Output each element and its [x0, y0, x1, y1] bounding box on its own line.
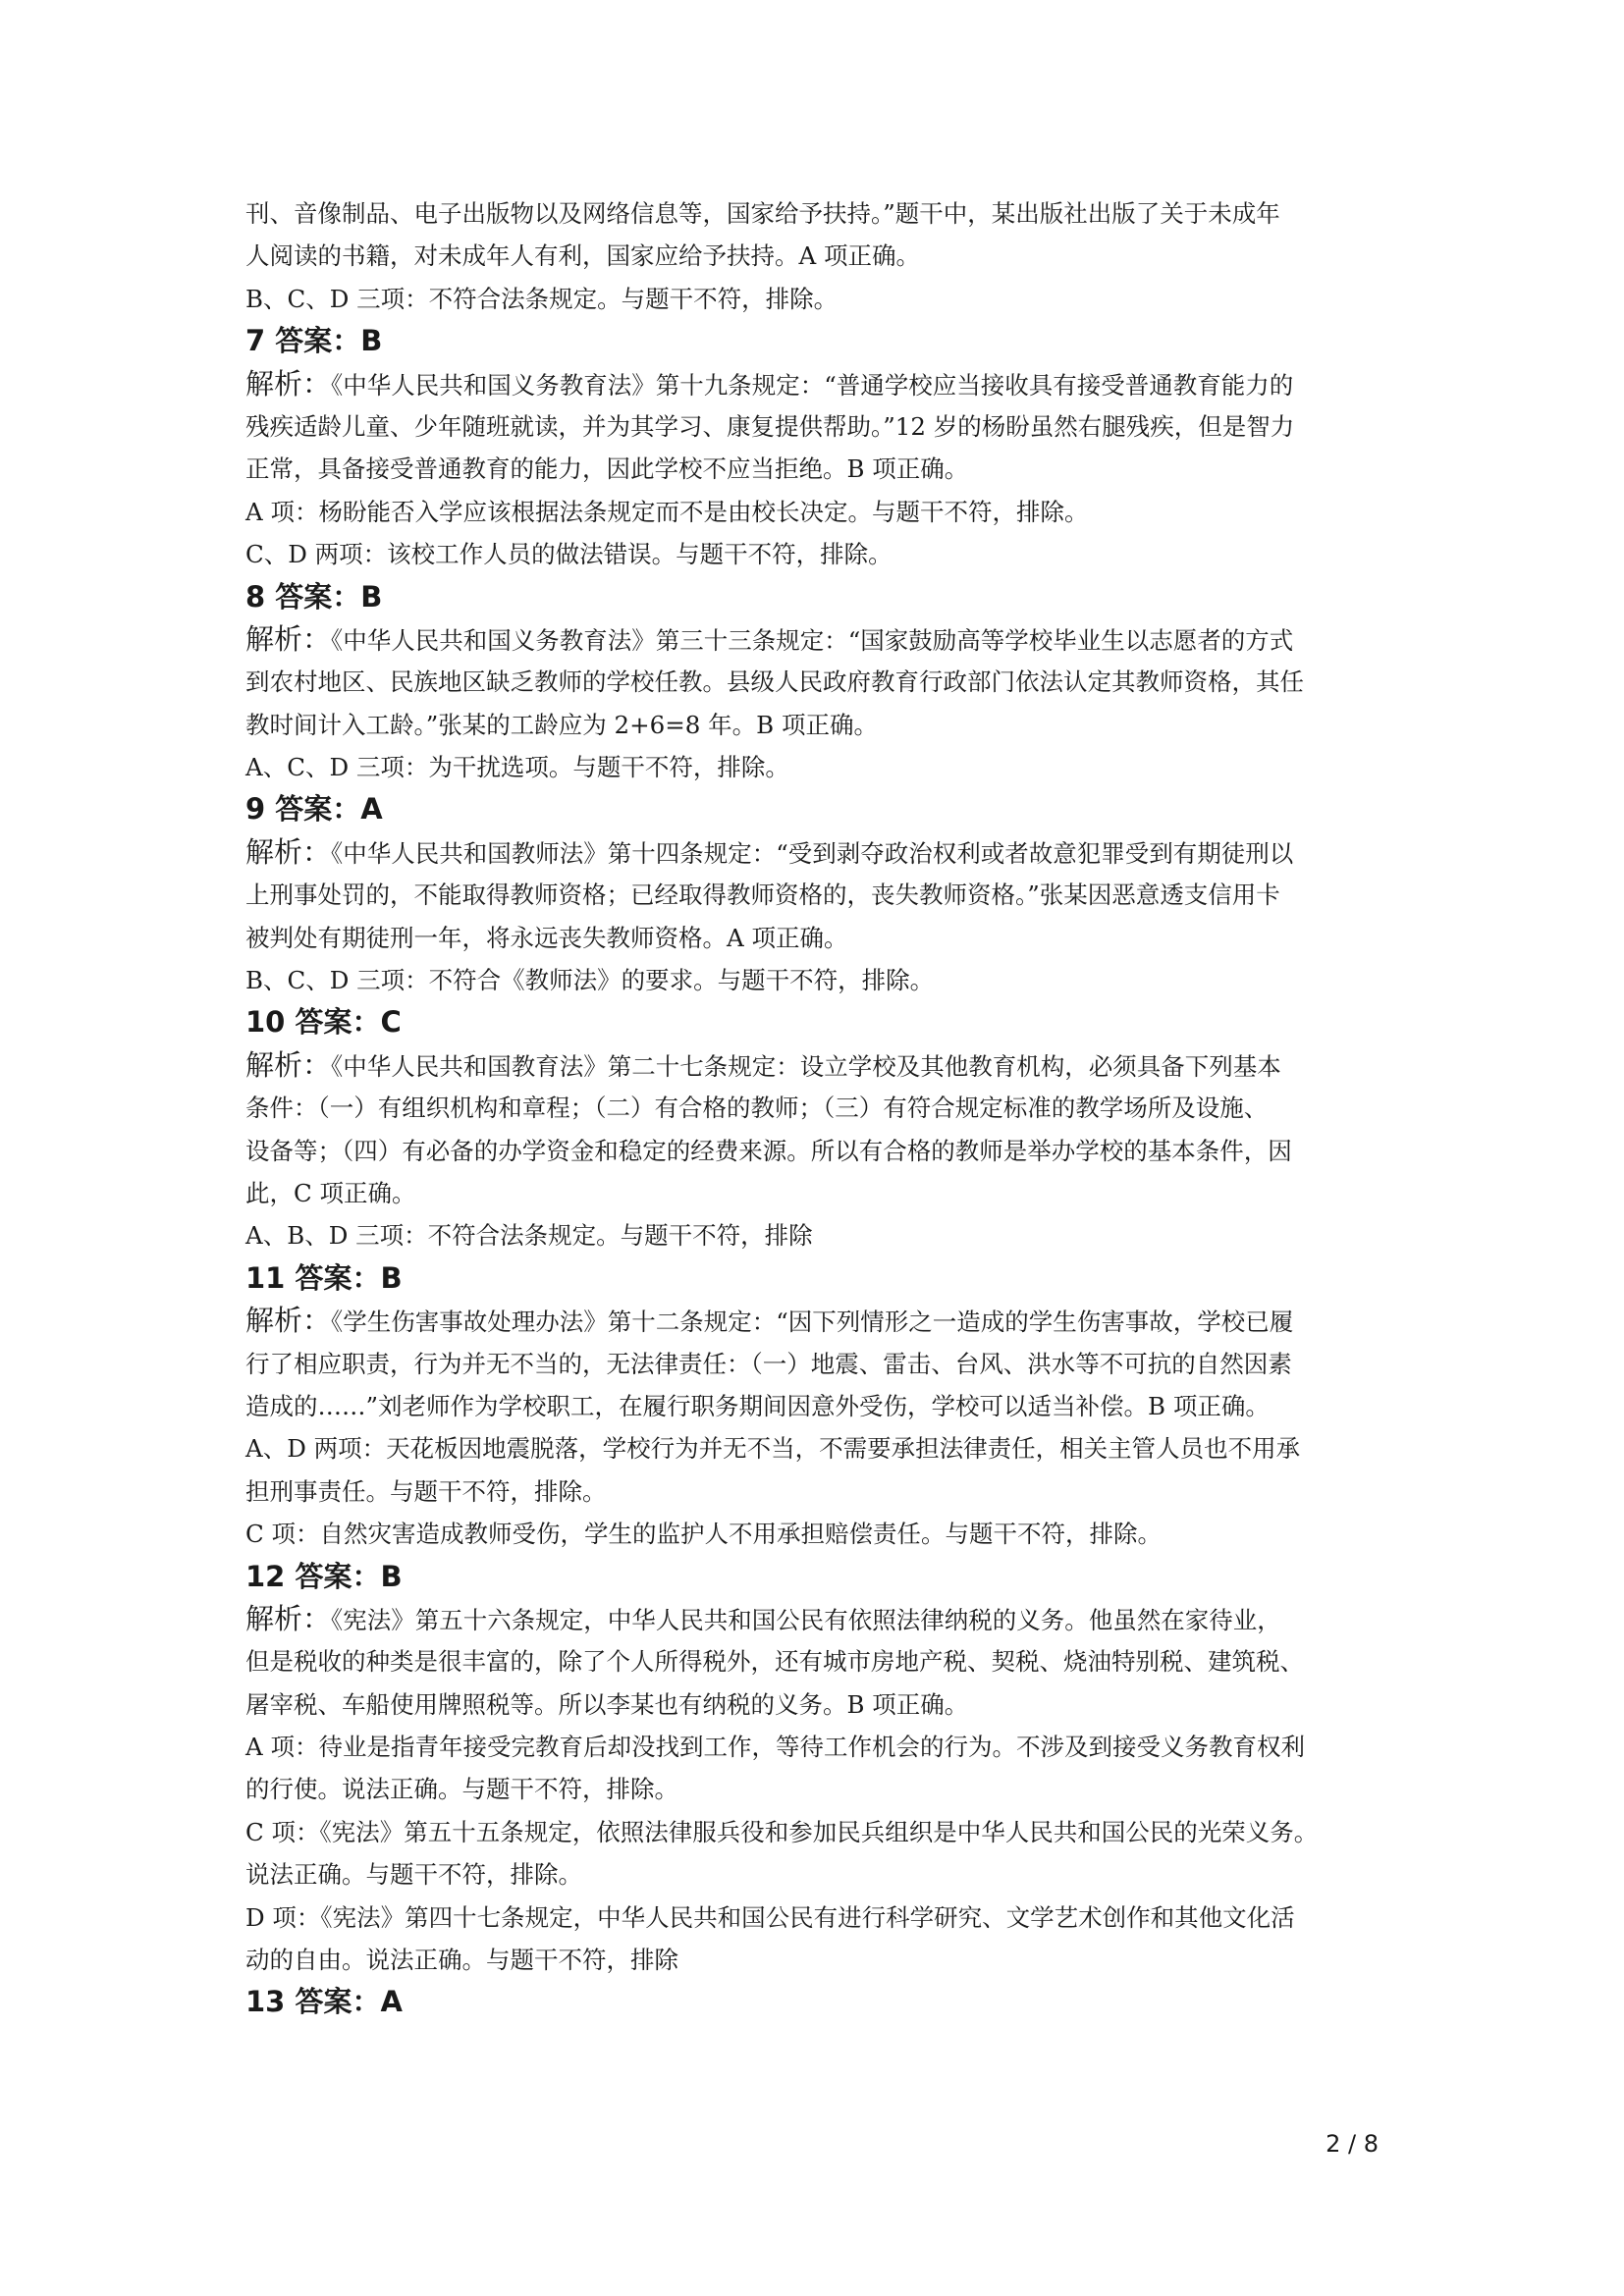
text-line [245, 491, 1384, 533]
line-text: 屠宰税、车船使用牌照税等。所以李某也有纳税的义务。B 项正确。 [245, 1689, 969, 1719]
line-text: A 项：待业是指青年接受完教育后却没找到工作，等待工作机会的行为。不涉及到接受义务教育权利 [245, 1733, 1305, 1762]
analysis-line [245, 1598, 1384, 1640]
line-text: 《中华人民共和国教育法》第二十七条规定：设立学校及其他教育机构，必须具备下列基本 [331, 1051, 1281, 1081]
line-text: A、C、D 三项：为干扰选项。与题干不符，排除。 [245, 753, 789, 782]
text-line [245, 1853, 1384, 1896]
line-text: 行了相应职责，行为并无不当的，无法律责任：（一）地震、雷击、台风、洪水等不可抗的自然因素 [245, 1349, 1292, 1378]
text-line [245, 959, 1384, 1001]
text-line [245, 192, 1384, 235]
text-line [245, 1640, 1384, 1682]
text-line [245, 278, 1384, 320]
text-line [245, 235, 1384, 277]
text-line [245, 917, 1384, 959]
text-line [245, 1385, 1384, 1427]
text-line [245, 1427, 1384, 1469]
line-text: 此，C 项正确。 [245, 1178, 416, 1207]
text-line [245, 1172, 1384, 1214]
text-line [245, 1768, 1384, 1810]
answer-heading: 7 答案：B [245, 324, 383, 358]
answer-heading: 11 答案：B [245, 1260, 403, 1295]
line-text: 《中华人民共和国义务教育法》第三十三条规定：“国家鼓励高等学校毕业生以志愿者的方式 [331, 625, 1294, 655]
line-text: C 项：自然灾害造成教师受伤，学生的监护人不用承担赔偿责任。与题干不符，排除。 [245, 1520, 1163, 1549]
line-text: 设备等；（四）有必备的办学资金和稳定的经费来源。所以有合格的教师是举办学校的基本条件，因 [245, 1136, 1292, 1165]
text-line [245, 1726, 1384, 1768]
line-text: 正常，具备接受普通教育的能力，因此学校不应当拒绝。B 项正确。 [245, 454, 969, 484]
line-text: 动的自由。说法正确。与题干不符，排除 [245, 1946, 678, 1975]
line-text: 的行使。说法正确。与题干不符，排除。 [245, 1775, 678, 1804]
line-text: 《中华人民共和国义务教育法》第十九条规定：“普通学校应当接收具有接受普通教育能力的 [331, 370, 1294, 400]
document-body [245, 192, 1384, 2024]
answer-heading: 12 答案：B [245, 1559, 403, 1593]
analysis-label: 解析： [245, 834, 332, 869]
line-text: 担刑事责任。与题干不符，排除。 [245, 1476, 607, 1506]
line-text: 但是税收的种类是很丰富的，除了个人所得税外，还有城市房地产税、契税、烧油特别税、建筑税、 [245, 1647, 1304, 1677]
text-line [245, 1811, 1384, 1853]
text-line [245, 1130, 1384, 1172]
text-line [245, 746, 1384, 788]
line-text: 说法正确。与题干不符，排除。 [245, 1860, 582, 1890]
line-text: 《学生伤害事故处理办法》第十二条规定：“因下列情形之一造成的学生伤害事故，学校已履 [331, 1308, 1294, 1337]
text-line [245, 1939, 1384, 1981]
analysis-line [245, 1300, 1384, 1342]
text-line [245, 661, 1384, 703]
line-text: 《宪法》第五十六条规定，中华人民共和国公民有依照法律纳税的义务。他虽然在家待业， [331, 1605, 1281, 1634]
analysis-label: 解析： [245, 1047, 332, 1082]
answer-heading: 9 答案：A [245, 792, 383, 827]
line-text: 到农村地区、民族地区缺乏教师的学校任教。县级人民政府教育行政部门依法认定其教师资格，其任 [245, 667, 1304, 697]
answer-heading: 13 答案：A [245, 1985, 403, 2019]
text-line [245, 1214, 1384, 1256]
line-text: A、D 两项：天花板因地震脱落，学校行为并无不当，不需要承担法律责任，相关主管人员也不用承 [245, 1434, 1301, 1464]
line-text: D 项：《宪法》第四十七条规定，中华人民共和国公民有进行科学研究、文学艺术创作和其他文化活 [245, 1902, 1295, 1932]
analysis-line [245, 1044, 1384, 1087]
page-number: 2 / 8 [1326, 2130, 1379, 2158]
line-text: C、D 两项：该校工作人员的做法错误。与题干不符，排除。 [245, 540, 893, 569]
analysis-label: 解析： [245, 366, 332, 400]
line-text: 上刑事处罚的，不能取得教师资格；已经取得教师资格的，丧失教师资格。”张某因恶意透支信用卡 [245, 881, 1280, 910]
text-line [245, 1470, 1384, 1513]
line-text: 残疾适龄儿童、少年随班就读，并为其学习、康复提供帮助。”12 岁的杨盼虽然右腿残疾，但是智力 [245, 411, 1295, 441]
line-text: 造成的……”刘老师作为学校职工，在履行职务期间因意外受伤，学校可以适当补偿。B 项正确。 [245, 1391, 1270, 1420]
line-text: 《中华人民共和国教师法》第十四条规定：“受到剥夺政治权利或者故意犯罪受到有期徒刑以 [331, 838, 1294, 868]
analysis-label: 解析： [245, 621, 332, 656]
text-line [245, 1087, 1384, 1129]
text-line [245, 1683, 1384, 1726]
text-line [245, 874, 1384, 916]
answer-heading: 10 答案：C [245, 1005, 402, 1040]
analysis-line [245, 363, 1384, 405]
text-line [245, 1896, 1384, 1939]
line-text: A 项：杨盼能否入学应该根据法条规定而不是由校长决定。与题干不符，排除。 [245, 497, 1089, 526]
line-text: 人阅读的书籍，对未成年人有利，国家应给予扶持。A 项正确。 [245, 241, 920, 271]
analysis-line [245, 618, 1384, 661]
analysis-line [245, 831, 1384, 874]
line-text: B、C、D 三项：不符合《教师法》的要求。与题干不符，排除。 [245, 966, 935, 995]
line-text: C 项：《宪法》第五十五条规定，依照法律服兵役和参加民兵组织是中华人民共和国公民的光荣义务。 [245, 1817, 1319, 1846]
line-text: 刊、音像制品、电子出版物以及网络信息等，国家给予扶持。”题干中，某出版社出版了关于未成年 [245, 199, 1280, 228]
text-line [245, 1343, 1384, 1385]
line-text: 条件：（一）有组织机构和章程；（二）有合格的教师；（三）有符合规定标准的教学场所及设施、 [245, 1094, 1269, 1123]
text-line [245, 1513, 1384, 1555]
line-text: B、C、D 三项：不符合法条规定。与题干不符，排除。 [245, 284, 839, 313]
analysis-label: 解析： [245, 1601, 332, 1635]
line-text: 被判处有期徒刑一年，将永远丧失教师资格。A 项正确。 [245, 923, 848, 952]
text-line [245, 448, 1384, 490]
analysis-label: 解析： [245, 1304, 332, 1338]
text-line [245, 533, 1384, 575]
line-text: A、B、D 三项：不符合法条规定。与题干不符，排除 [245, 1221, 813, 1251]
text-line [245, 405, 1384, 448]
text-line [245, 704, 1384, 746]
answer-heading: 8 答案：B [245, 579, 383, 614]
line-text: 教时间计入工龄。”张某的工龄应为 2+6=8 年。B 项正确。 [245, 710, 878, 739]
